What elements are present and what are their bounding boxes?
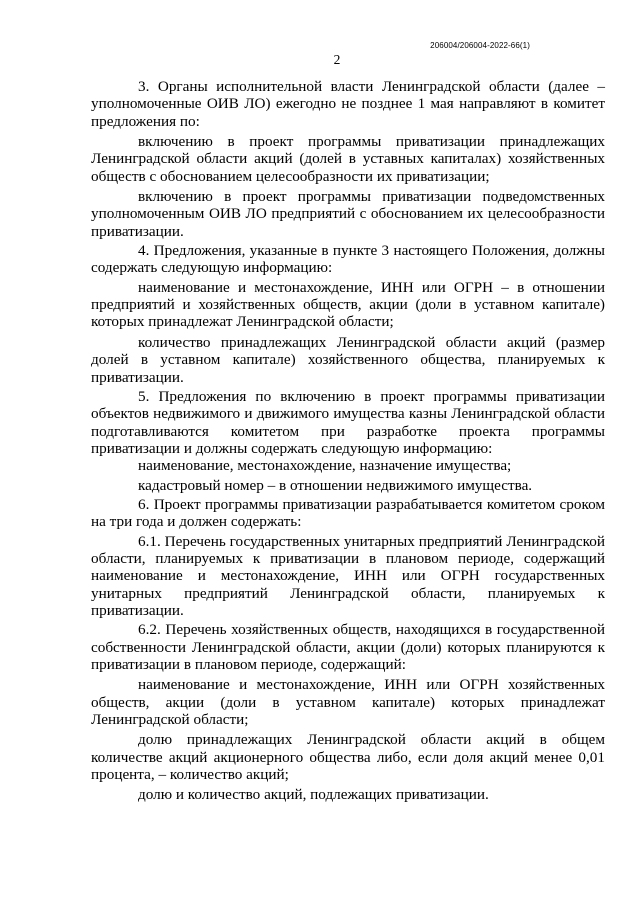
page-number: 2 [333, 52, 341, 67]
paragraph-item-4: 4. Предложения, указанные в пункте 3 настоящего Положения, должны содержать следующую информацию: [91, 242, 605, 277]
paragraph-item-6-2-subitem-privatized: долю и количество акций, подлежащих приватизации. [138, 786, 489, 804]
paragraph-item-3: 3. Органы исполнительной власти Ленинградской области (далее – уполномоченные ОИВ ЛО) ежегодно не позднее 1 мая направляют в комитет предложения по: [91, 78, 605, 130]
paragraph-item-5-subitem-cadastral: кадастровый номер – в отношении недвижимого имущества. [138, 476, 533, 494]
paragraph-item-6-1: 6.1. Перечень государственных унитарных предприятий Ленинградской области, планируемых к приватизации в плановом периоде, содержащий наименование и местонахождение, ИНН или ОГРН государственных унитарных предприятий Ленинградской области, планируемых к приватизации. [91, 532, 605, 619]
paragraph-item-6: 6. Проект программы приватизации разрабатывается комитетом сроком на три года и должен содержать: [91, 495, 605, 531]
document-registration-code: 206004/206004-2022-66(1) [430, 41, 530, 50]
document-body [91, 78, 605, 804]
paragraph-item-5-subitem-name: наименование, местонахождение, назначение имущества; [138, 457, 512, 475]
paragraph-item-4-subitem-name: наименование и местонахождение, ИНН или ОГРН – в отношении предприятий и хозяйственных обществ, акции (доли в уставном капитале) которых принадлежат Ленинградской области; [91, 278, 605, 331]
paragraph-item-6-2-subitem-share: долю принадлежащих Ленинградской области акций в общем количестве акций акционерного общества либо, если доля акций менее 0,01 процента, – количество акций; [91, 731, 605, 784]
paragraph-item-6-2-subitem-name: наименование и местонахождение, ИНН или ОГРН хозяйственных обществ, акции (доли в уставном капитале) которых принадлежат Ленинградской области; [91, 676, 605, 729]
paragraph-item-5: 5. Предложения по включению в проект программы приватизации объектов недвижимого и движимого имущества казны Ленинградской области подготавливаются комитетом при разработке проекта программы приватизации и должны содержать следующую информацию: [91, 387, 605, 457]
paragraph-item-3-subitem-shares: включению в проект программы приватизации принадлежащих Ленинградской области акций (долей в уставных капиталах) хозяйственных обществ с обоснованием целесообразности их приватизации; [91, 133, 605, 185]
paragraph-item-4-subitem-quantity: количество принадлежащих Ленинградской области акций (размер долей в уставном капитале) хозяйственного общества, планируемых к приватизации. [91, 333, 605, 386]
paragraph-item-6-2: 6.2. Перечень хозяйственных обществ, находящихся в государственной собственности Ленинградской области, акции (доли) которых планируются к приватизации в плановом периоде, содержащий: [91, 621, 605, 673]
paragraph-item-3-subitem-enterprises: включению в проект программы приватизации подведомственных уполномоченным ОИВ ЛО предприятий с обоснованием их целесообразности приватизации. [91, 188, 605, 240]
